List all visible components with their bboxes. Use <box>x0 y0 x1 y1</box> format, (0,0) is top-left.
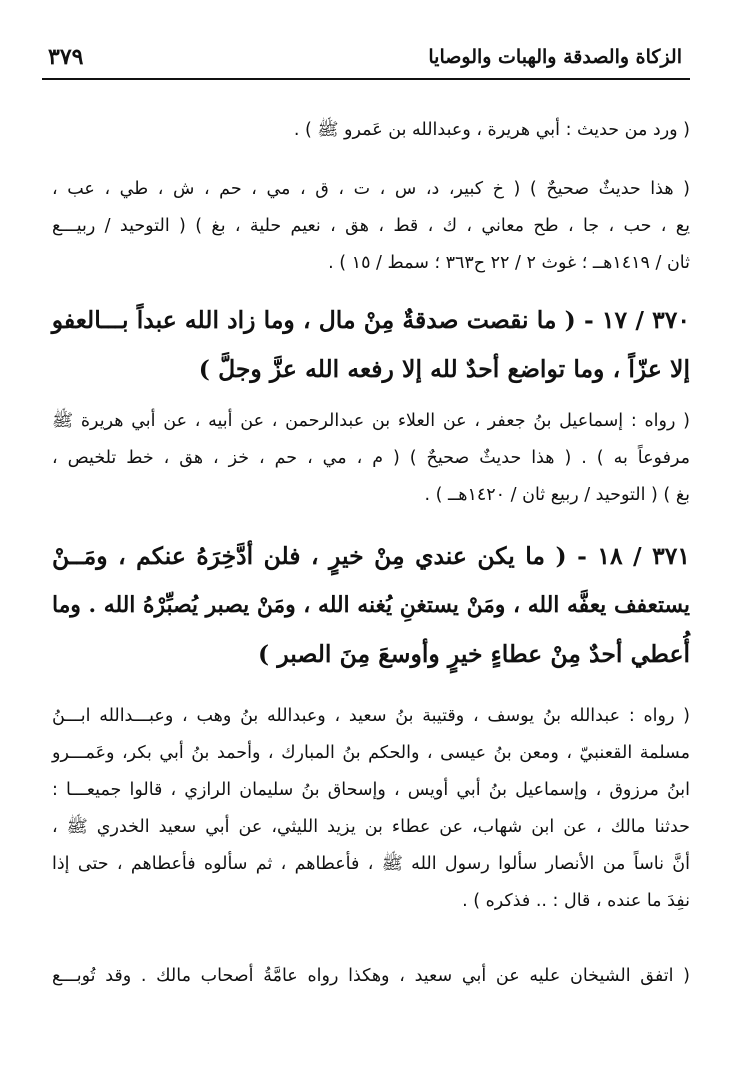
text-line: مرفوعاً به ) . ( هذا حديثٌ صحيحٌ ) ( م ، مي ، حم ، خز ، هق ، خط تلخيص ، <box>52 448 690 468</box>
text-line: ثان / ١٤١٩هــ ؛ غوث ٢ / ٢٢ ح٣٦٣ ؛ سمط / ١٥ ) . <box>328 253 690 273</box>
text-line: نفِدَ ما عنده ، قال : .. فذكره ) . <box>462 891 690 911</box>
text-line: ( اتفق الشيخان عليه عن أبي سعيد ، وهكذا رواه عامَّةُ أصحاب مالك . وقد تُوبـــع <box>52 966 690 986</box>
commentary-note <box>52 958 690 995</box>
text-line: ( هذا حديثٌ صحيحٌ ) ( خ كبير، د، س ، ت ، ق ، مي ، حم ، ش ، طي ، عب ، <box>52 179 690 199</box>
text-line: ابنُ مرزوق ، وإسماعيل بنُ أبي أويس ، وإسحاق بنُ سليمان الرازي ، قالوا جميعـــا : <box>52 780 690 800</box>
text-line: ( ورد من حديث : أبي هريرة ، وعبدالله بن عَمرو ﷺ ) . <box>293 120 690 140</box>
text-line: ( رواه : إسماعيل بنُ جعفر ، عن العلاء بن عبدالرحمن ، عن أبيه ، عن أبي هريرة ﷺ <box>52 411 690 431</box>
text-line: بغ ) ( التوحيد / ربيع ثان / ١٤٢٠هــ ) . <box>424 485 690 505</box>
hadith-line: ٣٧١ / ١٨ - ( ما يكن عندي مِنْ خيرٍ ، فلن أدَّخِرَهُ عنكم ، ومَــنْ <box>52 542 690 570</box>
text-line: يع ، حب ، جا ، طح معاني ، ك ، قط ، هق ، نعيم حلية ، بغ ) ( التوحيد / ربيـــع <box>52 216 690 236</box>
text-line: مسلمة القعنبيّ ، ومعن بنُ عيسى ، والحكم بنُ المبارك ، وأحمد بنُ أبي بكر، وعَمـــرو <box>52 743 690 763</box>
text-line: أنَّ ناساً من الأنصار سألوا رسول الله ﷺ ، فأعطاهم ، ثم سألوه فأعطاهم ، حتى إذا <box>52 854 690 874</box>
narration-note <box>52 112 690 149</box>
narration-note <box>52 403 690 514</box>
hadith-line: إلا عزّاً ، وما تواضع أحدٌ لله إلا رفعه الله عزَّ وجلَّ ) <box>198 355 690 383</box>
grading-note <box>52 171 690 282</box>
hadith-371 <box>52 532 690 679</box>
narration-note <box>52 698 690 920</box>
chapter-title: الزكاة والصدقة والهبات والوصايا <box>428 46 682 68</box>
text-line: حدثنا مالك ، عن ابن شهاب، عن عطاء بن يزيد الليثي، عن أبي سعيد الخدري ﷺ ، <box>52 817 690 837</box>
page-number: ٣٧٩ <box>48 44 84 70</box>
hadith-370 <box>52 296 690 394</box>
hadith-line: أُعطي أحدٌ مِنْ عطاءٍ خيرٍ وأوسعَ مِنَ الصبر ) <box>258 640 690 668</box>
hadith-line: يستعفف يعفَّه الله ، ومَنْ يستغنِ يُغنه الله ، ومَنْ يصبر يُصبِّرْهُ الله . وما <box>52 593 690 618</box>
running-header <box>42 38 690 80</box>
hadith-line: ٣٧٠ / ١٧ - ( ما نقصت صدقةٌ مِنْ مال ، وما زاد الله عبداً بـــالعفو <box>51 306 690 334</box>
text-line: ( رواه : عبدالله بنُ يوسف ، وقتيبة بنُ سعيد ، وعبدالله بنُ وهب ، وعبـــدالله ابـــنُ <box>52 706 690 726</box>
